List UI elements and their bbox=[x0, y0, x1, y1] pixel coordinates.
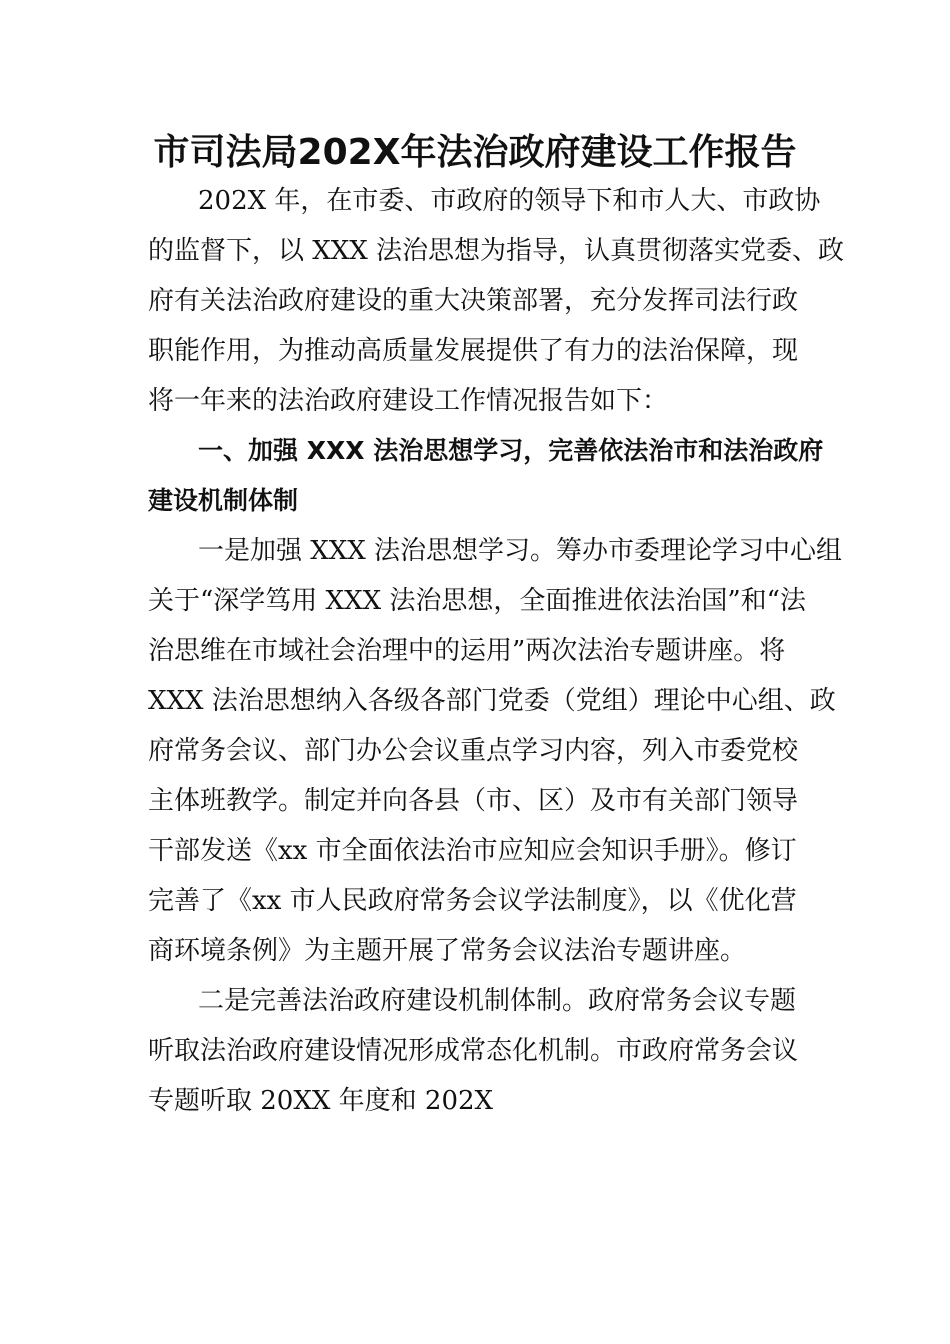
paragraph-line: 听取法治政府建设情况形成常态化机制。市政府常务会议 bbox=[148, 1036, 799, 1066]
paragraph-line: 的监督下，以 XXX 法治思想为指导，认真贯彻落实党委、政 bbox=[148, 236, 845, 266]
paragraph-line: 专题听取 20XX 年度和 202X bbox=[148, 1086, 494, 1116]
paragraph-line: 一是加强 XXX 法治思想学习。筹办市委理论学习中心组 bbox=[198, 536, 843, 566]
paragraph-line: 主体班教学。制定并向各县（市、区）及市有关部门领导 bbox=[148, 786, 799, 816]
paragraph-line: 二是完善法治政府建设机制体制。政府常务会议专题 bbox=[198, 986, 797, 1016]
paragraph-line: XXX 法治思想纳入各级各部门党委（党组）理论中心组、政 bbox=[148, 686, 836, 716]
paragraph-line: 干部发送《xx 市全面依法治市应知应会知识手册》。修订 bbox=[148, 836, 797, 866]
paragraph-line: 完善了《xx 市人民政府常务会议学法制度》，以《优化营 bbox=[148, 886, 797, 916]
section-heading: 建设机制体制 bbox=[148, 486, 299, 515]
document-title: 市司法局202X年法治政府建设工作报告 bbox=[153, 132, 797, 173]
paragraph-line: 职能作用，为推动高质量发展提供了有力的法治保障，现 bbox=[148, 336, 799, 366]
paragraph-line: 202X 年，在市委、市政府的领导下和市人大、市政协 bbox=[198, 186, 821, 216]
paragraph-line: 府有关法治政府建设的重大决策部署，充分发挥司法行政 bbox=[148, 286, 799, 316]
section-heading: 一、加强 XXX 法治思想学习，完善依法治市和法治政府 bbox=[198, 436, 824, 465]
paragraph-line: 府常务会议、部门办公会议重点学习内容，列入市委党校 bbox=[148, 736, 799, 766]
paragraph-line: 商环境条例》为主题开展了常务会议法治专题讲座。 bbox=[148, 936, 747, 966]
paragraph-line: 治思维在市域社会治理中的运用”两次法治专题讲座。将 bbox=[148, 636, 786, 666]
paragraph-line: 将一年来的法治政府建设工作情况报告如下： bbox=[148, 386, 669, 416]
paragraph-line: 关于“深学笃用 XXX 法治思想，全面推进依法治国”和“法 bbox=[148, 586, 806, 616]
